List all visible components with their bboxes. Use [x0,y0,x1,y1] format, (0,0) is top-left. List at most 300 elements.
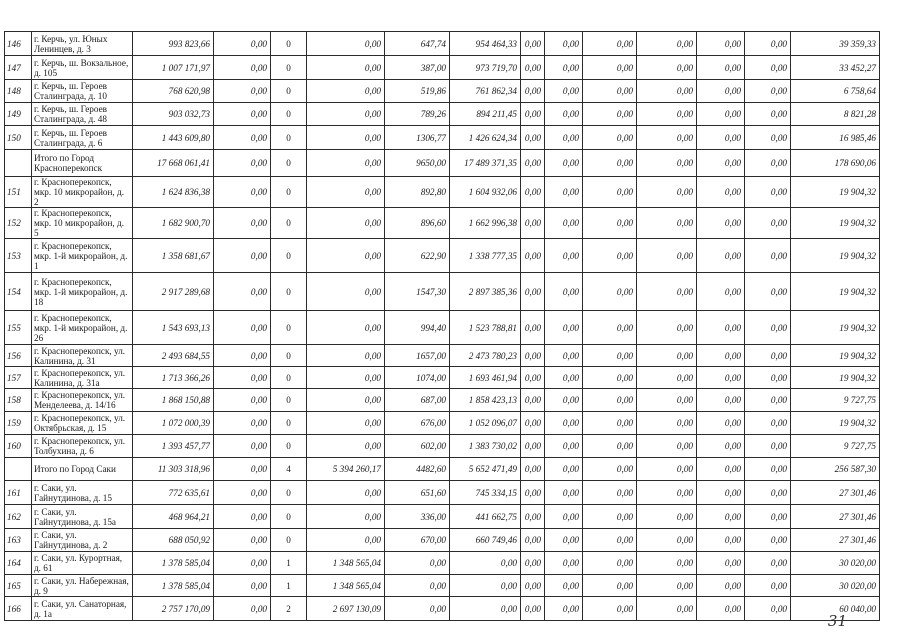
value-cell: 0 [271,389,307,412]
value-cell: 0,00 [745,126,791,150]
value-cell: 0,00 [583,597,637,621]
value-cell: 1 [271,552,307,575]
value-cell: 0,00 [637,389,697,412]
row-number-cell: 162 [5,505,32,529]
value-cell: 0,00 [307,56,385,80]
address-cell: г. Керчь, ш. Героев Сталинграда, д. 6 [32,126,133,150]
table-row [5,208,880,239]
value-cell: 0,00 [307,126,385,150]
value-cell: 0,00 [697,597,745,621]
value-cell: 0,00 [745,150,791,177]
value-cell: 0,00 [583,389,637,412]
value-cell: 0,00 [583,367,637,389]
table-row [5,435,880,458]
address-cell: г. Красноперекопск, ул. Менделеева, д. 14/16 [32,389,133,412]
address-cell: г. Красноперекопск, ул. Калинина, д. 31а [32,367,133,389]
table-row [5,505,880,529]
value-cell: 0,00 [637,103,697,126]
row-number-cell: 155 [5,311,32,345]
value-cell: 19 904,32 [791,345,880,367]
value-cell: 0,00 [637,505,697,529]
value-cell: 0,00 [545,239,583,273]
row-number-cell: 147 [5,56,32,80]
value-cell: 0,00 [521,150,545,177]
row-number-cell: 164 [5,552,32,575]
value-cell: 660 749,46 [450,529,521,552]
value-cell: 0,00 [637,177,697,208]
value-cell: 0,00 [521,126,545,150]
value-cell: 336,00 [385,505,450,529]
value-cell: 0,00 [545,103,583,126]
value-cell: 2 897 385,36 [450,273,521,311]
value-cell: 11 303 318,96 [133,458,214,481]
value-cell: 0,00 [697,389,745,412]
value-cell: 903 032,73 [133,103,214,126]
value-cell: 1 378 585,04 [133,552,214,575]
value-cell: 0,00 [745,80,791,103]
value-cell: 0,00 [697,552,745,575]
value-cell: 0,00 [697,481,745,505]
value-cell: 0,00 [745,481,791,505]
table-row [5,529,880,552]
table-row [5,56,880,80]
value-cell: 0,00 [545,435,583,458]
value-cell: 0,00 [545,345,583,367]
value-cell: 39 359,33 [791,32,880,56]
value-cell: 0,00 [521,389,545,412]
table-row [5,177,880,208]
value-cell: 1 393 457,77 [133,435,214,458]
value-cell: 1 [271,575,307,597]
value-cell: 0,00 [545,311,583,345]
value-cell: 0,00 [637,529,697,552]
value-cell: 519,86 [385,80,450,103]
value-cell: 1 693 461,94 [450,367,521,389]
value-cell: 0,00 [637,575,697,597]
value-cell: 0,00 [697,103,745,126]
value-cell: 0,00 [214,552,271,575]
value-cell: 1 543 693,13 [133,311,214,345]
value-cell: 1 378 585,04 [133,575,214,597]
subtotal-row [5,458,880,481]
table-row [5,481,880,505]
row-number-cell: 160 [5,435,32,458]
value-cell: 0,00 [745,435,791,458]
value-cell: 0,00 [521,367,545,389]
value-cell: 19 904,32 [791,367,880,389]
value-cell: 0,00 [697,150,745,177]
value-cell: 0,00 [545,575,583,597]
address-cell: Итого по Город Саки [32,458,133,481]
value-cell: 0,00 [521,208,545,239]
value-cell: 33 452,27 [791,56,880,80]
value-cell: 0,00 [745,505,791,529]
value-cell: 0,00 [745,529,791,552]
value-cell: 0,00 [521,412,545,435]
value-cell: 0,00 [545,505,583,529]
value-cell: 0,00 [385,552,450,575]
value-cell: 772 635,61 [133,481,214,505]
value-cell: 0,00 [307,505,385,529]
value-cell: 0,00 [545,458,583,481]
table-row [5,80,880,103]
table-row [5,552,880,575]
value-cell: 993 823,66 [133,32,214,56]
value-cell: 0,00 [307,481,385,505]
value-cell: 892,80 [385,177,450,208]
table-row [5,103,880,126]
value-cell: 0,00 [583,552,637,575]
value-cell: 0 [271,56,307,80]
value-cell: 9650,00 [385,150,450,177]
value-cell: 0,00 [214,150,271,177]
row-number-cell: 153 [5,239,32,273]
value-cell: 0,00 [583,575,637,597]
value-cell: 1 443 609,80 [133,126,214,150]
address-cell: г. Красноперекопск, ул. Толбухина, д. 6 [32,435,133,458]
value-cell: 0,00 [697,345,745,367]
value-cell: 1657,00 [385,345,450,367]
row-number-cell: 146 [5,32,32,56]
value-cell: 1 348 565,04 [307,575,385,597]
value-cell: 0,00 [583,103,637,126]
value-cell: 0,00 [745,552,791,575]
value-cell: 0,00 [583,126,637,150]
value-cell: 0,00 [745,103,791,126]
value-cell: 27 301,46 [791,481,880,505]
address-cell: г. Керчь, ул. Юных Ленинцев, д. 3 [32,32,133,56]
value-cell: 0,00 [545,389,583,412]
value-cell: 0,00 [697,80,745,103]
value-cell: 0 [271,345,307,367]
value-cell: 894 211,45 [450,103,521,126]
row-number-cell: 156 [5,345,32,367]
value-cell: 0,00 [583,435,637,458]
address-cell: г. Саки, ул. Санаторная, д. 1а [32,597,133,621]
value-cell: 0,00 [637,311,697,345]
row-number-cell: 165 [5,575,32,597]
row-number-cell: 163 [5,529,32,552]
value-cell: 5 394 260,17 [307,458,385,481]
value-cell: 30 020,00 [791,575,880,597]
value-cell: 0,00 [637,458,697,481]
value-cell: 0,00 [307,412,385,435]
address-cell: г. Красноперекопск, ул. Калинина, д. 31 [32,345,133,367]
value-cell: 0,00 [545,597,583,621]
value-cell: 8 821,28 [791,103,880,126]
value-cell: 1 007 171,97 [133,56,214,80]
value-cell: 0,00 [385,575,450,597]
row-number-cell: 148 [5,80,32,103]
address-cell: г. Саки, ул. Гайнутдинова, д. 15 [32,481,133,505]
value-cell: 4482,60 [385,458,450,481]
value-cell: 6 758,64 [791,80,880,103]
row-number-cell: 150 [5,126,32,150]
value-cell: 0,00 [214,435,271,458]
value-cell: 0,00 [637,552,697,575]
value-cell: 0,00 [745,239,791,273]
value-cell: 0,00 [307,311,385,345]
value-cell: 0,00 [697,311,745,345]
value-cell: 0,00 [583,311,637,345]
value-cell: 0,00 [521,458,545,481]
value-cell: 0,00 [307,32,385,56]
value-cell: 0,00 [745,345,791,367]
address-cell: г. Саки, ул. Набережная, д. 9 [32,575,133,597]
value-cell: 688 050,92 [133,529,214,552]
value-cell: 0,00 [214,208,271,239]
address-cell: г. Красноперекопск, мкр. 1-й микрорайон, д. 26 [32,311,133,345]
value-cell: 0,00 [307,103,385,126]
value-cell: 896,60 [385,208,450,239]
address-cell: г. Керчь, ш. Вокзальное, д. 105 [32,56,133,80]
value-cell: 0,00 [521,505,545,529]
value-cell: 2 493 684,55 [133,345,214,367]
value-cell: 17 489 371,35 [450,150,521,177]
value-cell: 0,00 [583,56,637,80]
value-cell: 30 020,00 [791,552,880,575]
subtotal-row [5,150,880,177]
value-cell: 0,00 [450,575,521,597]
value-cell: 670,00 [385,529,450,552]
value-cell: 0,00 [745,311,791,345]
value-cell: 1 072 000,39 [133,412,214,435]
value-cell: 0,00 [745,32,791,56]
value-cell: 0,00 [214,103,271,126]
address-cell: г. Красноперекопск, мкр. 10 микрорайон, д. 2 [32,177,133,208]
address-cell: г. Красноперекопск, мкр. 10 микрорайон, д. 5 [32,208,133,239]
value-cell: 0 [271,505,307,529]
value-cell: 761 862,34 [450,80,521,103]
value-cell: 0 [271,177,307,208]
value-cell: 19 904,32 [791,239,880,273]
value-cell: 0,00 [745,56,791,80]
value-cell: 0,00 [214,345,271,367]
value-cell: 0,00 [583,177,637,208]
value-cell: 0,00 [545,150,583,177]
value-cell: 2 697 130,09 [307,597,385,621]
value-cell: 0 [271,239,307,273]
address-cell: г. Красноперекопск, ул. Октябрьская, д. 15 [32,412,133,435]
value-cell: 0,00 [637,597,697,621]
table-row [5,126,880,150]
value-cell: 1074,00 [385,367,450,389]
value-cell: 0,00 [521,273,545,311]
address-cell: г. Красноперекопск, мкр. 1-й микрорайон, д. 1 [32,239,133,273]
value-cell: 0,00 [307,529,385,552]
value-cell: 0,00 [214,177,271,208]
value-cell: 0,00 [307,389,385,412]
value-cell: 768 620,98 [133,80,214,103]
value-cell: 0,00 [521,481,545,505]
value-cell: 0,00 [637,345,697,367]
value-cell: 0,00 [214,367,271,389]
address-cell: г. Саки, ул. Курортная, д. 61 [32,552,133,575]
value-cell: 0,00 [521,345,545,367]
address-cell: г. Керчь, ш. Героев Сталинграда, д. 10 [32,80,133,103]
address-cell: г. Красноперекопск, мкр. 1-й микрорайон, д. 18 [32,273,133,311]
value-cell: 27 301,46 [791,529,880,552]
value-cell: 0,00 [307,273,385,311]
value-cell: 0,00 [214,126,271,150]
value-cell: 0,00 [214,597,271,621]
value-cell: 0,00 [697,529,745,552]
value-cell: 0,00 [697,239,745,273]
value-cell: 1 662 996,38 [450,208,521,239]
value-cell: 0,00 [637,208,697,239]
value-cell: 0,00 [583,150,637,177]
value-cell: 0,00 [214,412,271,435]
value-cell: 0 [271,208,307,239]
value-cell: 1 523 788,81 [450,311,521,345]
value-cell: 0,00 [307,435,385,458]
value-cell: 0,00 [697,273,745,311]
value-cell: 27 301,46 [791,505,880,529]
value-cell: 0,00 [521,239,545,273]
value-cell: 0,00 [521,435,545,458]
value-cell: 2 473 780,23 [450,345,521,367]
value-cell: 1 358 681,67 [133,239,214,273]
value-cell: 0,00 [637,32,697,56]
value-cell: 0,00 [521,311,545,345]
value-cell: 0,00 [450,597,521,621]
value-cell: 0,00 [697,505,745,529]
value-cell: 0,00 [521,597,545,621]
value-cell: 0,00 [745,177,791,208]
value-cell: 0,00 [583,208,637,239]
value-cell: 0,00 [214,311,271,345]
value-cell: 0,00 [214,458,271,481]
value-cell: 0 [271,481,307,505]
value-cell: 16 985,46 [791,126,880,150]
value-cell: 0,00 [521,529,545,552]
value-cell: 0,00 [214,80,271,103]
value-cell: 0,00 [697,412,745,435]
value-cell: 1547,30 [385,273,450,311]
value-cell: 973 719,70 [450,56,521,80]
row-number-cell: 154 [5,273,32,311]
value-cell: 0,00 [307,150,385,177]
value-cell: 19 904,32 [791,208,880,239]
value-cell: 0 [271,103,307,126]
row-number-cell: 159 [5,412,32,435]
value-cell: 4 [271,458,307,481]
value-cell: 0,00 [545,412,583,435]
table-row [5,575,880,597]
value-cell: 0,00 [214,575,271,597]
value-cell: 0,00 [307,367,385,389]
value-cell: 0 [271,150,307,177]
value-cell: 0,00 [307,239,385,273]
table-row [5,367,880,389]
value-cell: 0,00 [214,505,271,529]
value-cell: 0,00 [697,367,745,389]
row-number-cell: 149 [5,103,32,126]
value-cell: 0 [271,80,307,103]
value-cell: 0,00 [637,367,697,389]
row-number-cell: 166 [5,597,32,621]
value-cell: 17 668 061,41 [133,150,214,177]
value-cell: 0,00 [521,32,545,56]
value-cell: 19 904,32 [791,177,880,208]
value-cell: 0,00 [745,412,791,435]
value-cell: 0 [271,529,307,552]
value-cell: 994,40 [385,311,450,345]
table-row [5,412,880,435]
value-cell: 0,00 [450,552,521,575]
row-number-cell: 151 [5,177,32,208]
value-cell: 1 682 900,70 [133,208,214,239]
value-cell: 0,00 [637,412,697,435]
value-cell: 256 587,30 [791,458,880,481]
value-cell: 19 904,32 [791,311,880,345]
value-cell: 2 917 289,68 [133,273,214,311]
value-cell: 9 727,75 [791,435,880,458]
address-cell: Итого по Город Красноперекопск [32,150,133,177]
value-cell: 0,00 [545,32,583,56]
table-row [5,311,880,345]
value-cell: 0,00 [583,32,637,56]
value-cell: 0,00 [637,273,697,311]
value-cell: 0,00 [385,597,450,621]
table-row [5,32,880,56]
value-cell: 0,00 [545,208,583,239]
value-cell: 0,00 [637,126,697,150]
row-number-cell: 158 [5,389,32,412]
value-cell: 0,00 [214,273,271,311]
value-cell: 1 713 366,26 [133,367,214,389]
value-cell: 0,00 [583,345,637,367]
value-cell: 0,00 [697,575,745,597]
table-row [5,273,880,311]
value-cell: 0,00 [521,177,545,208]
row-number-cell: 152 [5,208,32,239]
table-body [5,32,880,621]
table-row [5,239,880,273]
value-cell: 60 040,00 [791,597,880,621]
table-row [5,389,880,412]
value-cell: 0,00 [697,177,745,208]
value-cell: 0,00 [545,529,583,552]
value-cell: 0,00 [697,126,745,150]
value-cell: 0,00 [583,505,637,529]
value-cell: 0 [271,32,307,56]
value-cell: 0,00 [307,177,385,208]
value-cell: 0,00 [545,481,583,505]
value-cell: 0,00 [637,239,697,273]
value-cell: 441 662,75 [450,505,521,529]
value-cell: 0,00 [307,345,385,367]
value-cell: 0,00 [545,80,583,103]
value-cell: 0,00 [583,412,637,435]
value-cell: 0,00 [521,80,545,103]
value-cell: 0,00 [583,529,637,552]
value-cell: 0 [271,126,307,150]
value-cell: 676,00 [385,412,450,435]
value-cell: 0,00 [583,273,637,311]
value-cell: 0,00 [545,56,583,80]
value-cell: 5 652 471,49 [450,458,521,481]
value-cell: 0,00 [583,239,637,273]
value-cell: 0,00 [307,208,385,239]
value-cell: 0,00 [745,273,791,311]
row-number-cell [5,150,32,177]
value-cell: 1 868 150,88 [133,389,214,412]
value-cell: 954 464,33 [450,32,521,56]
value-cell: 0,00 [307,80,385,103]
value-cell: 0,00 [545,367,583,389]
budget-table [4,31,880,621]
